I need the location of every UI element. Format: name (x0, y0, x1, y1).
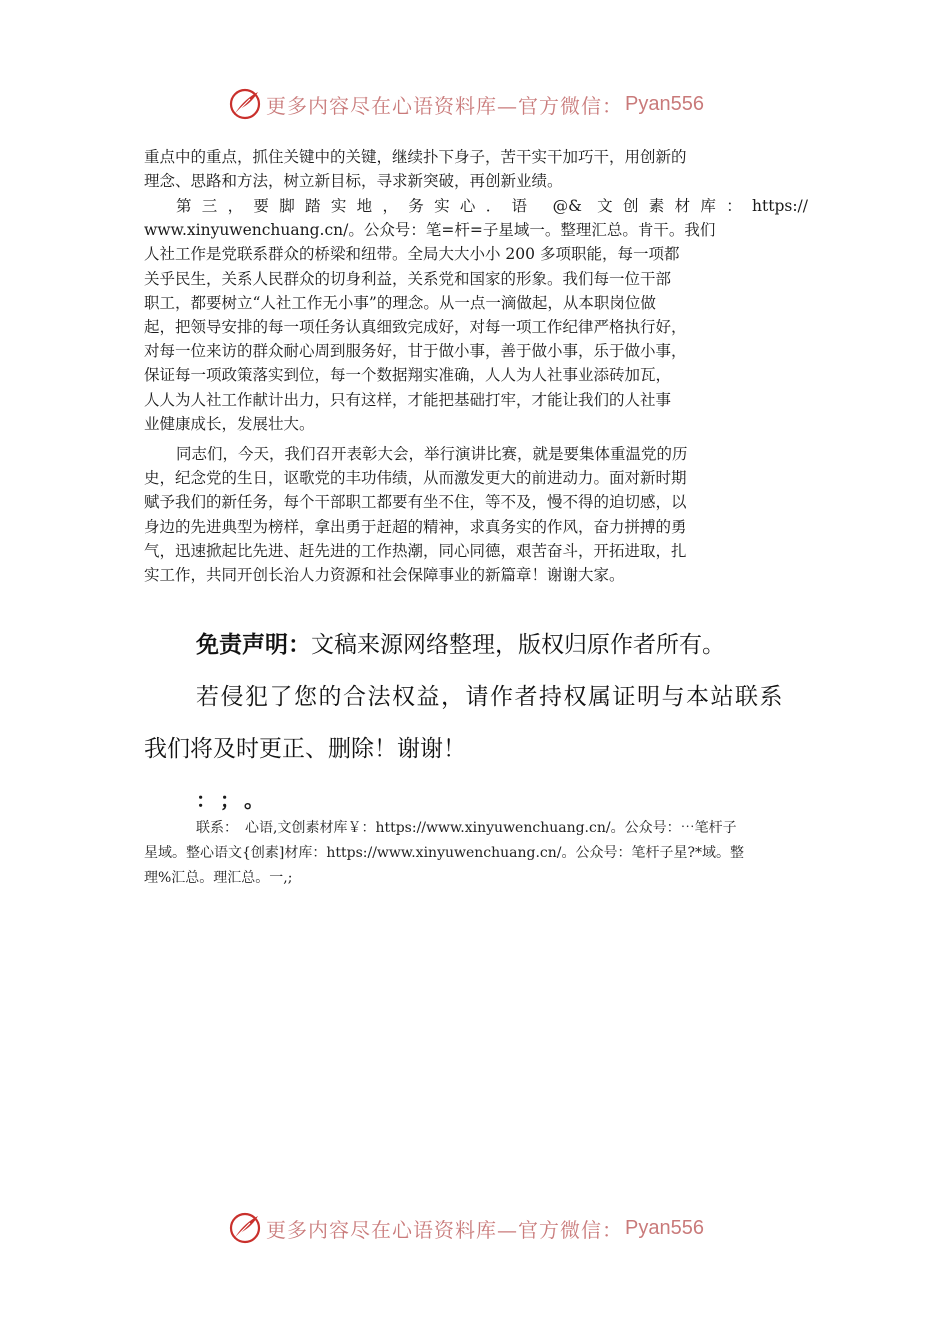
paragraph-closing (144, 442, 808, 587)
text-line: 关乎民生，关系人民群众的切身利益，关系党和国家的形象。我们每一位干部 (144, 269, 672, 288)
quill-logo-icon (228, 1211, 262, 1245)
text-line: 赋予我们的新任务，每个干部职工都要有坐不住，等不及，慢不得的迫切感，以 (144, 493, 687, 512)
contact-block (144, 816, 808, 891)
text-line: www.xinyuwenchuang.cn/。公众号：笔=杆=子星域一。整理汇总。肯干。我们 (144, 221, 716, 240)
text-line: 气，迅速掀起比先进、赶先进的工作热潮，同心同德，艰苦奋斗，开拓进取，扎 (144, 541, 687, 560)
contact-line: 联系： 心语,文创素材库￥：https://www.xinyuwenchuang.cn/。公众号：⋯笔杆子 (196, 820, 737, 836)
text-line: 起，把领导安排的每一项任务认真细致完成好，对每一项工作纪律严格执行好， (144, 318, 687, 337)
text-line: 身边的先进典型为榜样，拿出勇于赶超的精神，求真务实的作风，奋力拼搏的勇 (144, 517, 687, 536)
punctuation-marks: ：；。 (196, 788, 278, 812)
text-line: 理念、思路和方法，树立新目标，寻求新突破，再创新业绩。 (144, 172, 563, 191)
text-line: 人社工作是党联系群众的桥梁和纽带。全局大大小小 200 多项职能，每一项都 (144, 245, 680, 264)
text-line: 对每一位来访的群众耐心周到服务好，甘于做小事，善于做小事，乐于做小事， (144, 342, 687, 361)
text-line: 重点中的重点，抓住关键中的关键，继续扑下身子，苦干实干加巧干，用创新的 (144, 148, 687, 166)
banner-wechat-id: Pyan556 (625, 1216, 704, 1239)
disclaimer-line-1 (196, 626, 725, 659)
disclaimer-text: 文稿来源网络整理，版权归原作者所有。 (311, 632, 725, 658)
banner-text: 更多内容尽在心语资料库—官方微信： (266, 93, 623, 118)
text-line: 业健康成长，发展壮大。 (144, 414, 315, 433)
banner-text: 更多内容尽在心语资料库—官方微信： (266, 1217, 623, 1242)
text-line: 同志们，今天，我们召开表彰大会，举行演讲比赛，就是要集体重温党的历 (176, 445, 688, 463)
text-line: 史，纪念党的生日，讴歌党的丰功伟绩，从而激发更大的前进动力。面对新时期 (144, 469, 687, 488)
paragraph-point-three (144, 194, 808, 436)
text-line: 实工作，共同开创长治人力资源和社会保障事业的新篇章！谢谢大家。 (144, 566, 625, 585)
paragraph-intro (144, 145, 808, 193)
banner-wechat-id: Pyan556 (625, 92, 704, 115)
footer-watermark-banner (228, 1208, 748, 1248)
text-line: 职工，都要树立“人社工作无小事”的理念。从一点一滴做起，从本职岗位做 (144, 293, 656, 312)
contact-line: 理%汇总。理汇总。一,; (144, 870, 293, 886)
quill-logo-icon (228, 87, 262, 121)
disclaimer-line-2: 若侵犯了您的合法权益，请作者持权属证明与本站联系 (196, 684, 784, 710)
header-watermark-banner (228, 84, 748, 124)
text-line: 保证每一项政策落实到位，每一个数据翔实准确，人人为人社事业添砖加瓦， (144, 366, 672, 385)
text-line: 人人为人社工作献计出力，只有这样，才能把基础打牢，才能让我们的人社事 (144, 390, 672, 409)
contact-line: 星域。整心语文{创素]材库：https://www.xinyuwenchuang.cn/。公众号：笔杆子星?*域。整 (144, 845, 745, 861)
disclaimer-line-3: 我们将及时更正、删除！谢谢！ (144, 736, 466, 762)
text-line: 第三，要脚踏实地，务实心．语 @& 文创素材库：https:// (176, 197, 808, 215)
disclaimer-label: 免责声明： (196, 632, 311, 658)
